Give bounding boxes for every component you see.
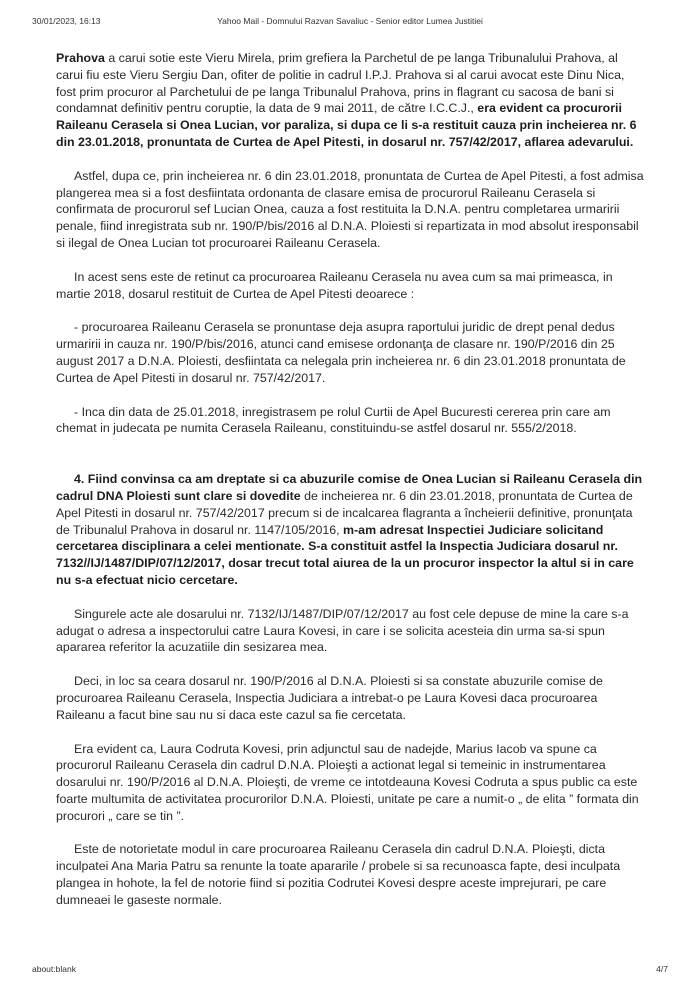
paragraph-4: - procuroarea Raileanu Cerasela se pronuntase deja asupra raportului juridic de drept penal dedus urmaririi in cauza nr. 190/P/bis/2016, atunci cand emisese ordonanţa de clasare nr. 190/P/2016 din 25 august 2017 a D.N.A. Ploiesti, desfiintata ca nelegala prin incheierea nr. 6 din 23.01.2018 pronuntata de Curtea de Apel Pitesti in dosarul nr. 757/42/2017.	[56, 320, 626, 385]
paragraph-1-bold-start: Prahova	[56, 51, 105, 65]
print-footer	[32, 964, 668, 978]
paragraph-3: In acest sens este de retinut ca procuroarea Raileanu Cerasela nu avea cum sa mai primeasca, in martie 2018, dosarul restituit de Curtea de Apel Pitesti deoarece :	[56, 269, 613, 301]
paragraph-6-bold-start: 4. Fiind convinsa ca am dreptate si ca abuzurile comise de Onea Lucian si Raileanu Cerasela din cadrul DNA Ploiesti sunt clare si dovedite	[56, 472, 643, 503]
paragraph-5: - Inca din data de 25.01.2018, inregistrasem pe rolul Curtii de Apel Bucuresti cererea prin care am chemat in judecata pe numita Cerasela Raileanu, constituindu-se astfel dosarul nr. 555/2/2018.	[56, 404, 611, 436]
paragraph-7: Singurele acte ale dosarului nr. 7132/IJ/1487/DIP/07/12/2017 au fost cele depuse de mine la care s-a adugat o adresa a inspectorului catre Laura Kovesi, in care i se solicita acesteia din urma sa-si spun apararea referitor la acuzatiile din sesizarea mea.	[56, 606, 629, 655]
paragraph-1-text: a carui sotie este Vieru Mirela, prim grefiera la Parchetul de pe langa Tribunalului Prahova, al carui fiu este Vieru Sergiu Dan, ofiter de politie in cadrul I.P.J. Prahova si al carui avocat este Dinu Nica, fost prim procuror al Parchetului de pe langa Tribunalul Prahova, prins in flagrant cu sacosa de bani si condamnat definitiv pentru coruptie, la data de 9 mai 2011, de către I.C.C.J.,	[56, 51, 625, 116]
print-datetime: 30/01/2023, 16:13	[32, 16, 101, 26]
paragraph-8: Deci, in loc sa ceara dosarul nr. 190/P/2016 al D.N.A. Ploiesti si sa constate abuzurile comise de procuroarea Raileanu Cerasela, Inspectia Judiciara a intrebat-o pe Laura Kovesi daca procuroarea Raileanu a facut bine sau nu si daca este cazul sa fie cercetata.	[56, 674, 603, 722]
print-header	[32, 16, 668, 30]
print-title: Yahoo Mail - Domnului Razvan Savaliuc - Senior editor Lumea Justitiei	[217, 16, 483, 26]
paragraph-6-text: de incheierea nr. 6 din 23.01.2018, pronuntata de Curtea de Apel Pitesti in dosarul nr. 757/42/2017 precum si de incalcarea flagranta a încheierii definitive, pronunţata de Tribunalul Prahova in dosarul nr. 1147/105/2016,	[56, 488, 633, 537]
paragraph-6-bold-end: m-am adresat Inspectiei Judiciare solicitand cercetarea disciplinara a celei mentionate. S-a constituit astfel la Inspectia Judiciara dosarul nr. 7132//IJ/1487/DIP/07/12/2017, dosar trecut total aiurea de la un procuror inspector la altul si in care nu s-a efectuat nicio cercetare.	[56, 522, 634, 587]
paragraph-6	[56, 471, 646, 589]
print-url: about:blank	[32, 964, 76, 974]
paragraph-2: Astfel, dupa ce, prin incheierea nr. 6 din 23.01.2018, pronuntata de Curtea de Apel Pitesti, a fost admisa plangerea mea si a fost desfiintata ordonanta de clasare emisa de procurorul Raileanu Cerasela si confirmata de procurorul sef Lucian Onea, cauza a fost restituita la D.N.A. pentru completarea urmaririi penale, fiind inregistrata sub nr. 190/P/bis/2016 al D.N.A. Ploiesti si repartizata in mod absolut iresponsabil si ilegal de Onea Lucian tot procuroarei Raileanu Cerasela.	[56, 168, 644, 250]
paragraph-1	[56, 50, 646, 151]
paragraph-9: Era evident ca, Laura Codruta Kovesi, prin adjunctul sau de nadejde, Marius Iacob va spune ca procurorul Raileanu Cerasela din cadrul D.N.A. Ploieşti a actionat legal si temeinic in instrumentarea dosarului nr. 190/P/2016 al D.N.A. Ploieşti, de vreme ce intotdeauna Kovesi Codruta a spus public ca este foarte multumita de activitatea procurorilor D.N.A. Ploiesti, unitate pe care a numit-o „ de elita ” formata din procurori „ care se tin ”.	[56, 741, 639, 823]
paragraph-1-bold-end: era evident ca procurorii Raileanu Cerasela si Onea Lucian, vor paraliza, si dupa ce li s-a restituit cauza prin incheierea nr. 6 din 23.01.2018, pronuntata de Curtea de Apel Pitesti, in dosarul nr. 757/42/2017, aflarea adevarului.	[56, 101, 637, 149]
paragraph-10: Este de notorietate modul in care procuroarea Raileanu Cerasela din cadrul D.N.A. Ploieşti, dicta inculpatei Ana Maria Patru sa renunte la toate apararile / probele si sa recunoasca fapte, desi inculpata plangea in hohote, la fel de notorie fiind si pozitia Codrutei Kovesi despre aceste imprejurari, pe care dumneaei le gaseste normale.	[56, 842, 621, 907]
page-number: 4/7	[656, 964, 668, 974]
letter-body	[56, 50, 646, 909]
